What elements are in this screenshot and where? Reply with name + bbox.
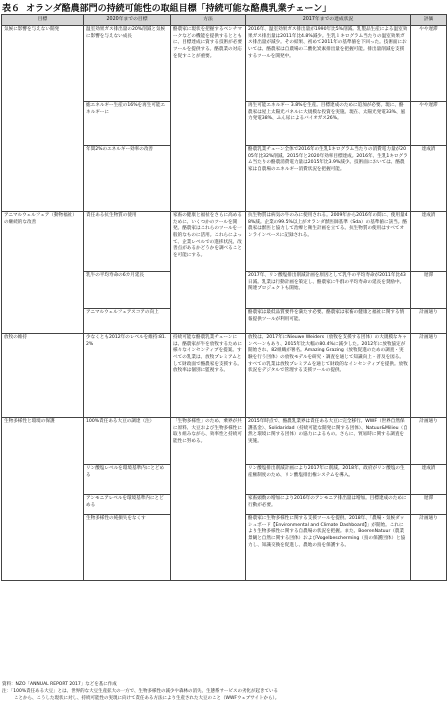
source-note: 資料：NZO「ANNUAL REPORT 2017」などを基に作成 bbox=[2, 682, 117, 687]
target-cell: 100%責任ある大豆の調達（注） bbox=[84, 418, 171, 465]
eval-cell: 遅滞 bbox=[411, 495, 447, 515]
target-cell: 責任ある抗生物質の使用 bbox=[84, 212, 171, 272]
table-number: 表６ bbox=[2, 4, 21, 14]
goal-cell: アニマルウェルフェア（動物福祉）の継続的な改善 bbox=[2, 212, 84, 334]
status-cell: 家畜頭数の増加により2016年のアンモニア排出量は増加。目標達成のために行動が必要。 bbox=[246, 495, 411, 515]
eval-cell: 計画通り bbox=[411, 418, 447, 465]
goal-cell: 気候に影響を与えない開発 bbox=[2, 26, 84, 212]
eval-cell: やや遅滞 bbox=[411, 102, 447, 146]
eval-cell: やや遅滞 bbox=[411, 26, 447, 102]
goals-table bbox=[1, 14, 447, 581]
status-cell: 酪農乳業チェーン全体で2016年の生乳1キログラム当たりの消費電力量が2005年比32%削減。2015年と2020年効率目標達成。2016年、生乳1キログラム当たりの酪農消費電力量は2015年比3.9%減少。技術面においては、酪農家は自農場のエネルギー消費状況を把握可能。 bbox=[246, 146, 411, 212]
goal-cell: 生物多様性と環境の保護 bbox=[2, 418, 84, 581]
method-cell: 酪農家に現状を把握するベンチマークなどの機能を提供するとともに、目標達成に資する技術が必要ツールを提供する。酪農業の対応を促すことが重要。 bbox=[171, 26, 246, 212]
eval-cell: 計画通り bbox=[411, 515, 447, 581]
method-cell: 家畜の健康と福祉をさらに高めるために、いくつかのツールを開発。酪農家はこれらのツールを一般的なものに活用。これらによって、企業レベルでの進捗状況、改善点があるかどうかを調べることを可能にする。 bbox=[171, 212, 246, 334]
header-goal: 目標 bbox=[2, 15, 84, 26]
method-cell: 持続可能な酪農乳業チェーンには、酪農家が牛を放牧するために様々なインセンティブを提案。すべての乳業は、放牧プレミアムとして財政面で酪農家を支援する。放牧率は個別に監視する。 bbox=[171, 334, 246, 418]
status-cell: 2015年時点で、酪農乳業界は責任ある大豆に完全移行。WWF（世界自然保護基金）、Solidaridad（持続可能な開発に関する団体）、Natuur&Milieu（自然と環境に関する団体）の協力によるもの。さらに、貿易時に関する調査を実施。 bbox=[246, 418, 411, 465]
table-row bbox=[2, 334, 447, 418]
header-status: 2017年までの達成状況 bbox=[246, 15, 411, 26]
header-target: 2020年までの目標 bbox=[84, 15, 171, 26]
table-notes bbox=[2, 682, 446, 702]
eval-cell: 計画通り bbox=[411, 309, 447, 334]
footnote: 注：「100%責任ある大豆」とは、世界的な大豆生産拡大の一方で、生物多様性の減少や森林の消失、生態系サービスの劣化が起きている bbox=[2, 688, 279, 694]
method-cell: 「生物多様性」のため、乗界が共に原料、大豆および生物多様性に取り組みながら、効率性と持続可能性に努める。 bbox=[171, 418, 246, 581]
target-cell: 少なくとも2012年のレベルを維持:81.2% bbox=[84, 334, 171, 418]
target-cell: 生物多様性の純損失をなくす bbox=[84, 515, 171, 581]
table-row bbox=[2, 418, 447, 465]
target-cell: 総エネルギー生産の16%を再生可能エネルギーに bbox=[84, 102, 171, 146]
header-row bbox=[2, 15, 447, 26]
eval-cell: 計画通り bbox=[411, 334, 447, 418]
header-eval: 評価 bbox=[411, 15, 447, 26]
status-cell: 酪農家は最低品質要件を満たす必要。酪農家は家畜の健康と福祉に関する情報提供ツールが利用可能。 bbox=[246, 309, 411, 334]
target-cell: 温室効果ガス排出量の20%削減と気候に影響を与えない成長 bbox=[84, 26, 171, 102]
table-title-text: オランダ酪農部門の持続可能性の取組目標「持続可能な酪農乳業チェーン」 bbox=[26, 4, 332, 14]
eval-cell: 達成済 bbox=[411, 212, 447, 272]
eval-cell: 遅滞 bbox=[411, 272, 447, 309]
goal-cell: 放牧の維持 bbox=[2, 334, 84, 418]
status-cell: 放牧は、2017年にNieuwe Weiders（放牧を支援する団体）の大規模なキャンペーンもあり、2015年比大幅の80.4%に減少した。2012年に放牧協定が開始され、82組織が署名。Amazing Grazing（放牧促進のための調査・実験を行う団体）の放牧モデルを研究・調査を通じて知識向上・普及を図る。すべての乳業は放牧プレミアムを通じて財政的なインセンティブを提供。放牧状況をデジタルで管理する支援ツールの提供。 bbox=[246, 334, 411, 418]
status-cell: 抗生物質は病気の牛のみに使用される。2009年から2016年の間に、使用量48%減。企業の99.5%以上がオランダ獣医師基準（Sda）の基準値に該当。酪農家は獣医と協力して治療と衛生計画を立てる。抗生物質の使用はすべてオンラインベースに記録される。 bbox=[246, 212, 411, 272]
target-cell: 年間2%のエネルギー効率の改善 bbox=[84, 146, 171, 212]
footnote-continued: ことから、こうした現状に対し、持続可能性の実現に向けて責任ある方法により生産された大豆のこと（WWFウェブサイトから）。 bbox=[14, 695, 280, 701]
table-row bbox=[2, 212, 447, 272]
status-cell: 2016年、温室効果ガス排出量が1990年比5%削減。乳製品生産による温室効果ガス排出量は2011年比4.8%減少。生乳１キログラム当たりの温室効果ガス排出量が減少。その結果、初めて2011年の基準値を下回った。技術面においては、酪農家は自農場の二酸化炭素排出量を把握可能。排出量削減を支援するツールを開発中。 bbox=[246, 26, 411, 102]
table-title bbox=[2, 1, 331, 14]
target-cell: 乳牛の平均寿命の6カ月延長 bbox=[84, 272, 171, 309]
table-row bbox=[2, 26, 447, 102]
status-cell: リン酸塩排出削減計画により2017年に削減。2018年、政府がリン酸塩の生産権制度のため、リン酸塩排出権システムを導入。 bbox=[246, 465, 411, 495]
target-cell: アンモニアレベルを環境基準内にとどめる bbox=[84, 495, 171, 515]
eval-cell: 達成済 bbox=[411, 146, 447, 212]
status-cell: 2017年、リン酸塩排出削減計画を原因として乳牛の平均寿命が2011年比43日減。乳業は行動計画を策定し、酪農家に牛群の平均寿命の延長を奨励中。関連プロジェクトも開始。 bbox=[246, 272, 411, 309]
status-cell: 酪農家に生物多様性に関する支援ツールを提供。2018年、「農場・気候ダッシュボード【Environmental and Climate Dashboard】」が開始。これにより生物多様性に関する自農場の状況を把握。また、BoerenNatuur（農業景観と自然に関する団体）およびVogelbescherming（鳥の保護団体）と協力し、知識交換を促進し、農地の鳥を保護する。 bbox=[246, 515, 411, 581]
target-cell: アニマルウェルフェアスコアの向上 bbox=[84, 309, 171, 334]
header-method: 方法 bbox=[171, 15, 246, 26]
status-cell: 再生可能エネルギー 3.8%を生産。目標達成のために追加が必要。現に、酪農家は屋上太陽光パネルに大規模な投資を実施。現在、太陽光発電33%、風力発電38%、ふん尿によるバイオガス26%。 bbox=[246, 102, 411, 146]
eval-cell: 達成済 bbox=[411, 465, 447, 495]
target-cell: リン酸塩レベルを環境基準内にとどめる bbox=[84, 465, 171, 495]
